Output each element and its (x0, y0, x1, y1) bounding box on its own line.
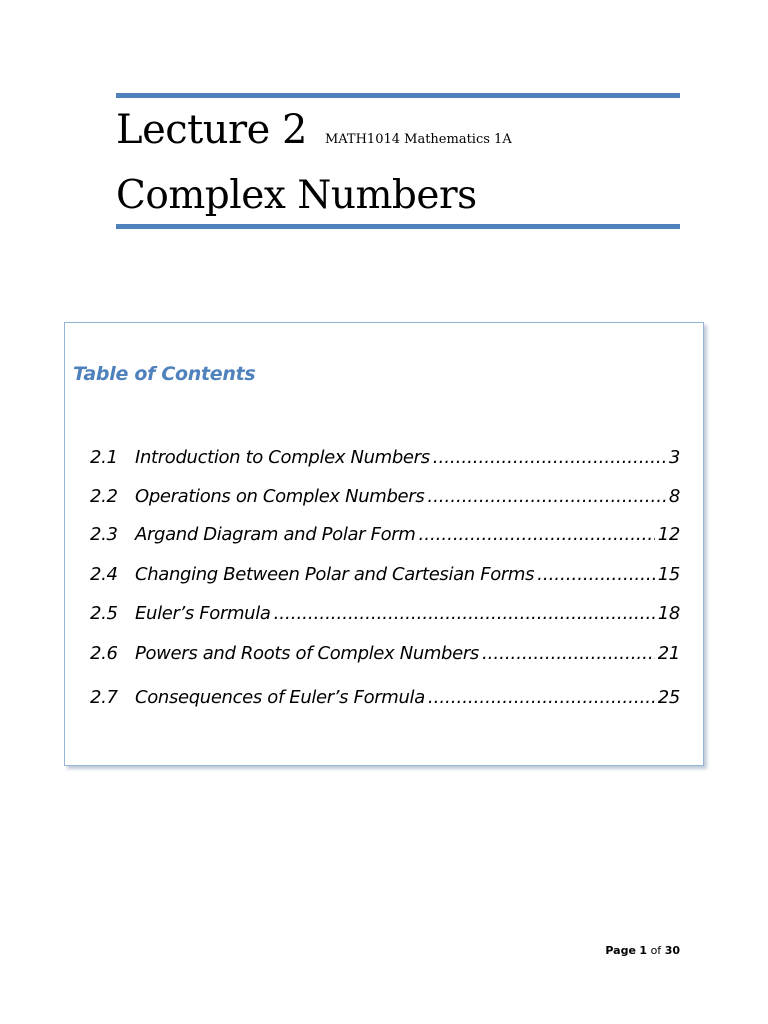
header-top-rule (116, 93, 680, 98)
toc-entry-title: Introduction to Complex Numbers (135, 447, 430, 468)
toc-entry-title: Changing Between Polar and Cartesian Forms (135, 564, 535, 585)
title-line (116, 104, 512, 156)
page-label: Page (605, 944, 636, 957)
table-of-contents-box (64, 322, 704, 766)
toc-entry[interactable] (90, 564, 680, 585)
toc-entry-number: 2.1 (90, 447, 118, 468)
course-code: MATH1014 Mathematics 1A (324, 132, 512, 147)
toc-entry-page: 15 (657, 564, 680, 585)
toc-entry-page: 18 (657, 603, 680, 624)
toc-entry-page: 8 (668, 486, 680, 507)
toc-entry-page: 25 (657, 687, 680, 708)
toc-entry-number: 2.5 (90, 603, 118, 624)
toc-heading: Table of Contents (73, 363, 256, 385)
lecture-title: Lecture 2 (116, 107, 307, 153)
toc-entry[interactable] (90, 524, 680, 545)
toc-leader (482, 643, 655, 664)
toc-entry-number: 2.3 (90, 524, 118, 545)
toc-entry[interactable] (90, 643, 680, 664)
toc-entry-number: 2.4 (90, 564, 118, 585)
toc-leader (428, 687, 655, 708)
page-of: of (650, 944, 662, 957)
toc-leader (427, 486, 666, 507)
toc-entry-title: Euler’s Formula (135, 603, 271, 624)
topic-title: Complex Numbers (116, 173, 477, 218)
toc-entry-title: Consequences of Euler’s Formula (135, 687, 425, 708)
toc-entry[interactable] (90, 486, 680, 507)
header-bottom-rule (116, 224, 680, 229)
page-total: 30 (664, 944, 680, 957)
toc-entry[interactable] (90, 687, 680, 708)
toc-entry-page: 12 (657, 524, 680, 545)
toc-leader (419, 524, 655, 545)
toc-leader (274, 603, 655, 624)
page-number-footer (560, 944, 680, 957)
toc-leader (433, 447, 666, 468)
toc-entry[interactable] (90, 447, 680, 468)
page-current: 1 (639, 944, 648, 957)
toc-entry-number: 2.2 (90, 486, 118, 507)
toc-entry[interactable] (90, 603, 680, 624)
toc-entry-number: 2.7 (90, 687, 118, 708)
toc-leader (537, 564, 655, 585)
toc-entry-page: 21 (657, 643, 680, 664)
toc-entry-number: 2.6 (90, 643, 118, 664)
toc-entry-page: 3 (668, 447, 680, 468)
toc-entry-title: Powers and Roots of Complex Numbers (135, 643, 479, 664)
toc-entry-title: Argand Diagram and Polar Form (135, 524, 416, 545)
toc-entry-title: Operations on Complex Numbers (135, 486, 425, 507)
